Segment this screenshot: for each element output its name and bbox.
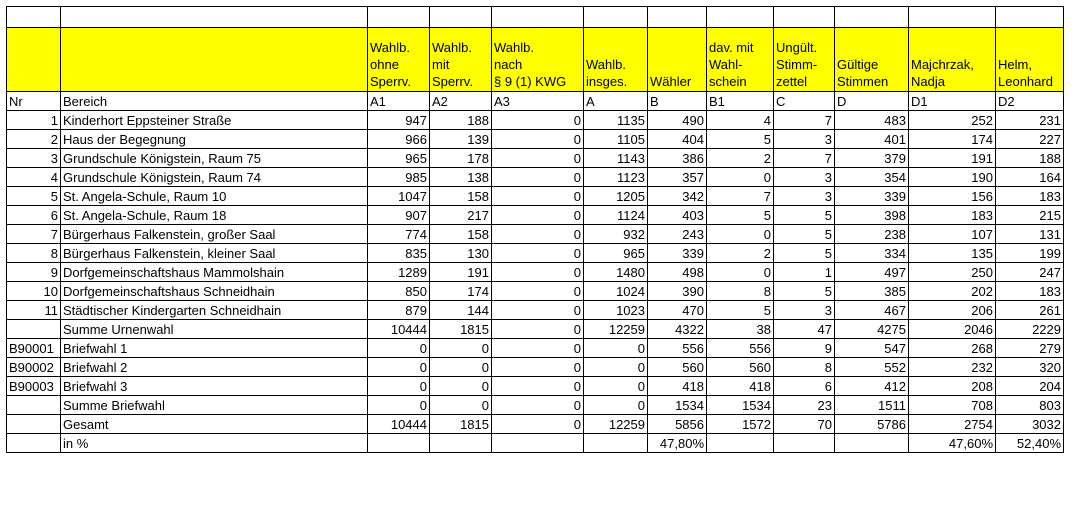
value-cell[interactable]: 7 <box>774 149 835 168</box>
value-cell[interactable]: 966 <box>368 130 430 149</box>
column-header-line: Wähler <box>650 74 692 89</box>
bereich-cell[interactable]: Briefwahl 3 <box>61 377 368 396</box>
value-cell[interactable] <box>368 434 430 453</box>
value-cell[interactable]: 965 <box>584 244 648 263</box>
value-cell[interactable]: 354 <box>835 168 909 187</box>
column-header-line: Wahlb. <box>432 40 472 55</box>
value-cell[interactable]: 47 <box>774 320 835 339</box>
value-cell[interactable]: 164 <box>996 168 1064 187</box>
value-cell[interactable]: 10444 <box>368 320 430 339</box>
value-cell[interactable]: 188 <box>430 111 492 130</box>
value-cell[interactable]: 0 <box>368 377 430 396</box>
nr-cell[interactable]: 3 <box>7 149 61 168</box>
value-cell[interactable]: 965 <box>368 149 430 168</box>
value-cell[interactable]: 243 <box>648 225 707 244</box>
value-cell[interactable]: 2046 <box>909 320 996 339</box>
value-cell[interactable]: 5 <box>707 301 774 320</box>
value-cell[interactable]: 158 <box>430 225 492 244</box>
nr-cell[interactable]: 11 <box>7 301 61 320</box>
bereich-cell[interactable]: Städtischer Kindergarten Schneidhain <box>61 301 368 320</box>
table-row <box>7 187 1064 206</box>
value-cell[interactable]: 0 <box>492 339 584 358</box>
column-code-cell[interactable]: B <box>648 92 707 111</box>
value-cell[interactable]: 708 <box>909 396 996 415</box>
bereich-cell[interactable]: St. Angela-Schule, Raum 18 <box>61 206 368 225</box>
value-cell[interactable]: 1124 <box>584 206 648 225</box>
column-header-line: Leonhard <box>998 74 1053 89</box>
column-code-cell[interactable]: D <box>835 92 909 111</box>
value-cell[interactable]: 0 <box>492 415 584 434</box>
value-cell[interactable] <box>584 434 648 453</box>
column-header-row <box>7 28 1064 92</box>
value-cell[interactable] <box>707 434 774 453</box>
blank-cell[interactable] <box>584 7 648 28</box>
blank-cell[interactable] <box>996 7 1064 28</box>
value-cell[interactable]: 250 <box>909 263 996 282</box>
table-row <box>7 168 1064 187</box>
value-cell[interactable]: 418 <box>707 377 774 396</box>
value-cell[interactable]: 342 <box>648 187 707 206</box>
value-cell[interactable]: 0 <box>430 339 492 358</box>
table-body <box>7 7 1064 453</box>
value-cell[interactable]: 0 <box>707 168 774 187</box>
bereich-cell[interactable]: Briefwahl 1 <box>61 339 368 358</box>
column-code-cell[interactable]: D2 <box>996 92 1064 111</box>
value-cell[interactable]: 238 <box>835 225 909 244</box>
value-cell[interactable]: 398 <box>835 206 909 225</box>
value-cell[interactable]: 232 <box>909 358 996 377</box>
value-cell[interactable]: 5 <box>774 206 835 225</box>
column-header-cell[interactable] <box>61 28 368 92</box>
value-cell[interactable]: 183 <box>996 187 1064 206</box>
value-cell[interactable]: 339 <box>835 187 909 206</box>
value-cell[interactable]: 560 <box>707 358 774 377</box>
value-cell[interactable]: 0 <box>492 320 584 339</box>
value-cell[interactable]: 1047 <box>368 187 430 206</box>
value-cell[interactable]: 1534 <box>707 396 774 415</box>
bereich-cell[interactable]: Gesamt <box>61 415 368 434</box>
value-cell[interactable]: 135 <box>909 244 996 263</box>
value-cell[interactable]: 5786 <box>835 415 909 434</box>
column-header-line: Stimmen <box>837 74 889 89</box>
value-cell[interactable]: 498 <box>648 263 707 282</box>
nr-cell[interactable]: 10 <box>7 282 61 301</box>
value-cell[interactable]: 0 <box>492 225 584 244</box>
value-cell[interactable]: 835 <box>368 244 430 263</box>
value-cell[interactable]: 0 <box>492 130 584 149</box>
table-row <box>7 282 1064 301</box>
value-cell[interactable]: 0 <box>430 358 492 377</box>
column-header-cell[interactable] <box>368 28 430 92</box>
value-cell[interactable]: 38 <box>707 320 774 339</box>
value-cell[interactable]: 178 <box>430 149 492 168</box>
value-cell[interactable]: 158 <box>430 187 492 206</box>
value-cell[interactable]: 188 <box>996 149 1064 168</box>
bereich-cell[interactable]: Bürgerhaus Falkenstein, großer Saal <box>61 225 368 244</box>
column-code-cell[interactable]: B1 <box>707 92 774 111</box>
value-cell[interactable]: 1024 <box>584 282 648 301</box>
value-cell[interactable]: 191 <box>430 263 492 282</box>
value-cell[interactable]: 138 <box>430 168 492 187</box>
table-row <box>7 130 1064 149</box>
nr-cell[interactable] <box>7 396 61 415</box>
value-cell[interactable]: 174 <box>909 130 996 149</box>
column-header-line: § 9 (1) KWG <box>494 74 567 89</box>
value-cell[interactable]: 560 <box>648 358 707 377</box>
value-cell[interactable]: 467 <box>835 301 909 320</box>
value-cell[interactable]: 5 <box>774 282 835 301</box>
column-header-line: Wahl- <box>709 57 743 72</box>
value-cell[interactable]: 320 <box>996 358 1064 377</box>
value-cell[interactable]: 1815 <box>430 415 492 434</box>
bereich-cell[interactable]: in % <box>61 434 368 453</box>
blank-cell[interactable] <box>430 7 492 28</box>
column-header-line: Ungült. <box>776 40 818 55</box>
value-cell[interactable]: 774 <box>368 225 430 244</box>
value-cell[interactable]: 1511 <box>835 396 909 415</box>
column-header-line: Nadja <box>911 74 945 89</box>
blank-cell[interactable] <box>648 7 707 28</box>
blank-cell[interactable] <box>707 7 774 28</box>
value-cell[interactable]: 803 <box>996 396 1064 415</box>
value-cell[interactable]: 1289 <box>368 263 430 282</box>
nr-cell[interactable]: 4 <box>7 168 61 187</box>
column-header-line: Wahlb. <box>494 40 534 55</box>
value-cell[interactable]: 552 <box>835 358 909 377</box>
value-cell[interactable]: 12259 <box>584 415 648 434</box>
table-row <box>7 206 1064 225</box>
table-row <box>7 377 1064 396</box>
column-header-cell[interactable] <box>909 28 996 92</box>
column-header-cell[interactable] <box>492 28 584 92</box>
value-cell[interactable]: 547 <box>835 339 909 358</box>
table-row <box>7 396 1064 415</box>
value-cell[interactable]: 183 <box>909 206 996 225</box>
value-cell[interactable]: 3 <box>774 130 835 149</box>
column-header-line: insges. <box>586 74 628 89</box>
value-cell[interactable]: 412 <box>835 377 909 396</box>
nr-cell[interactable]: 9 <box>7 263 61 282</box>
value-cell[interactable]: 385 <box>835 282 909 301</box>
bereich-cell[interactable]: Briefwahl 2 <box>61 358 368 377</box>
value-cell[interactable]: 2229 <box>996 320 1064 339</box>
value-cell[interactable]: 7 <box>774 111 835 130</box>
value-cell[interactable]: 5 <box>707 130 774 149</box>
column-header-line: Sperrv. <box>432 74 473 89</box>
nr-cell[interactable]: B90001 <box>7 339 61 358</box>
value-cell[interactable]: 5 <box>774 244 835 263</box>
value-cell[interactable]: 130 <box>430 244 492 263</box>
value-cell[interactable]: 202 <box>909 282 996 301</box>
value-cell[interactable]: 23 <box>774 396 835 415</box>
column-header-line: mit <box>432 57 450 72</box>
column-header-cell[interactable] <box>774 28 835 92</box>
value-cell[interactable]: 556 <box>648 339 707 358</box>
value-cell[interactable]: 932 <box>584 225 648 244</box>
value-cell[interactable]: 131 <box>996 225 1064 244</box>
value-cell[interactable]: 879 <box>368 301 430 320</box>
value-cell[interactable]: 490 <box>648 111 707 130</box>
column-code-cell[interactable]: A1 <box>368 92 430 111</box>
value-cell[interactable]: 0 <box>430 377 492 396</box>
value-cell[interactable]: 1023 <box>584 301 648 320</box>
nr-cell[interactable]: 5 <box>7 187 61 206</box>
value-cell[interactable]: 0 <box>492 149 584 168</box>
value-cell[interactable]: 6 <box>774 377 835 396</box>
table-row <box>7 149 1064 168</box>
value-cell[interactable]: 2 <box>707 244 774 263</box>
value-cell[interactable]: 252 <box>909 111 996 130</box>
value-cell[interactable] <box>492 434 584 453</box>
value-cell[interactable]: 3 <box>774 187 835 206</box>
value-cell[interactable]: 227 <box>996 130 1064 149</box>
value-cell[interactable]: 70 <box>774 415 835 434</box>
nr-cell[interactable] <box>7 320 61 339</box>
column-header-cell[interactable] <box>430 28 492 92</box>
table-row <box>7 301 1064 320</box>
value-cell[interactable] <box>430 434 492 453</box>
column-header-cell[interactable] <box>996 28 1064 92</box>
value-cell[interactable]: 247 <box>996 263 1064 282</box>
column-header-cell[interactable] <box>584 28 648 92</box>
value-cell[interactable]: 107 <box>909 225 996 244</box>
value-cell[interactable]: 7 <box>707 187 774 206</box>
column-code-cell[interactable]: A <box>584 92 648 111</box>
value-cell[interactable]: 0 <box>492 111 584 130</box>
value-cell[interactable]: 0 <box>492 168 584 187</box>
nr-cell[interactable]: B90003 <box>7 377 61 396</box>
value-cell[interactable]: 9 <box>774 339 835 358</box>
value-cell[interactable]: 1 <box>774 263 835 282</box>
blank-cell[interactable] <box>909 7 996 28</box>
value-cell[interactable]: 470 <box>648 301 707 320</box>
column-header-line: Wahlb. <box>370 40 410 55</box>
column-header-line: Stimm- <box>776 57 818 72</box>
value-cell[interactable]: 1105 <box>584 130 648 149</box>
value-cell[interactable]: 0 <box>492 301 584 320</box>
value-cell[interactable]: 0 <box>492 358 584 377</box>
blank-cell[interactable] <box>492 7 584 28</box>
table-row <box>7 111 1064 130</box>
value-cell[interactable]: 0 <box>492 206 584 225</box>
bereich-cell[interactable]: Dorfgemeinschaftshaus Schneidhain <box>61 282 368 301</box>
value-cell[interactable]: 0 <box>492 244 584 263</box>
value-cell[interactable]: 0 <box>430 396 492 415</box>
bereich-cell[interactable]: Bürgerhaus Falkenstein, kleiner Saal <box>61 244 368 263</box>
value-cell[interactable]: 190 <box>909 168 996 187</box>
column-header-line: Helm, <box>998 57 1032 72</box>
value-cell[interactable]: 215 <box>996 206 1064 225</box>
value-cell[interactable]: 206 <box>909 301 996 320</box>
value-cell[interactable]: 850 <box>368 282 430 301</box>
value-cell[interactable]: 339 <box>648 244 707 263</box>
table-row <box>7 339 1064 358</box>
value-cell[interactable]: 0 <box>584 396 648 415</box>
blank-cell[interactable] <box>61 7 368 28</box>
column-header-line: Sperrv. <box>370 74 411 89</box>
table-row <box>7 358 1064 377</box>
value-cell[interactable]: 497 <box>835 263 909 282</box>
nr-cell[interactable]: 8 <box>7 244 61 263</box>
value-cell[interactable]: 386 <box>648 149 707 168</box>
value-cell[interactable]: 5856 <box>648 415 707 434</box>
value-cell[interactable]: 8 <box>774 358 835 377</box>
value-cell[interactable]: 2 <box>707 149 774 168</box>
value-cell[interactable]: 418 <box>648 377 707 396</box>
value-cell[interactable]: 404 <box>648 130 707 149</box>
value-cell[interactable] <box>835 434 909 453</box>
value-cell[interactable]: 191 <box>909 149 996 168</box>
value-cell[interactable]: 139 <box>430 130 492 149</box>
column-code-cell[interactable]: A3 <box>492 92 584 111</box>
column-code-cell[interactable]: Bereich <box>61 92 368 111</box>
value-cell[interactable]: 0 <box>584 339 648 358</box>
value-cell[interactable]: 4275 <box>835 320 909 339</box>
value-cell[interactable]: 1480 <box>584 263 648 282</box>
column-code-cell[interactable]: A2 <box>430 92 492 111</box>
bereich-cell[interactable]: Haus der Begegnung <box>61 130 368 149</box>
column-header-line: Gültige <box>837 57 879 72</box>
value-cell[interactable]: 1572 <box>707 415 774 434</box>
value-cell[interactable]: 403 <box>648 206 707 225</box>
blank-cell[interactable] <box>835 7 909 28</box>
column-header-line: Wahlb. <box>586 57 626 72</box>
value-cell[interactable]: 1143 <box>584 149 648 168</box>
value-cell[interactable]: 0 <box>368 339 430 358</box>
value-cell[interactable]: 204 <box>996 377 1064 396</box>
value-cell[interactable]: 47,80% <box>648 434 707 453</box>
value-cell[interactable]: 390 <box>648 282 707 301</box>
value-cell[interactable]: 334 <box>835 244 909 263</box>
value-cell[interactable]: 183 <box>996 282 1064 301</box>
value-cell[interactable]: 199 <box>996 244 1064 263</box>
bereich-cell[interactable]: Dorfgemeinschaftshaus Mammolshain <box>61 263 368 282</box>
bereich-cell[interactable]: St. Angela-Schule, Raum 10 <box>61 187 368 206</box>
value-cell[interactable]: 174 <box>430 282 492 301</box>
election-results-table <box>6 6 1064 453</box>
table-row <box>7 415 1064 434</box>
value-cell[interactable]: 379 <box>835 149 909 168</box>
value-cell[interactable]: 1135 <box>584 111 648 130</box>
table-row <box>7 225 1064 244</box>
value-cell[interactable]: 268 <box>909 339 996 358</box>
value-cell[interactable]: 1123 <box>584 168 648 187</box>
column-header-cell[interactable] <box>707 28 774 92</box>
table-row <box>7 244 1064 263</box>
table-row <box>7 263 1064 282</box>
bereich-cell[interactable]: Summe Urnenwahl <box>61 320 368 339</box>
blank-cell[interactable] <box>7 7 61 28</box>
value-cell[interactable]: 357 <box>648 168 707 187</box>
value-cell[interactable]: 556 <box>707 339 774 358</box>
bereich-cell[interactable]: Grundschule Königstein, Raum 74 <box>61 168 368 187</box>
value-cell[interactable]: 0 <box>492 282 584 301</box>
nr-cell[interactable]: B90002 <box>7 358 61 377</box>
column-header-cell[interactable] <box>7 28 61 92</box>
value-cell[interactable]: 1815 <box>430 320 492 339</box>
value-cell[interactable]: 261 <box>996 301 1064 320</box>
value-cell[interactable]: 8 <box>707 282 774 301</box>
column-header-line: nach <box>494 57 523 72</box>
value-cell[interactable]: 2754 <box>909 415 996 434</box>
nr-cell[interactable] <box>7 415 61 434</box>
column-header-line: ohne <box>370 57 399 72</box>
value-cell[interactable]: 10444 <box>368 415 430 434</box>
blank-row <box>7 7 1064 28</box>
value-cell[interactable]: 231 <box>996 111 1064 130</box>
value-cell[interactable]: 52,40% <box>996 434 1064 453</box>
value-cell[interactable]: 0 <box>707 263 774 282</box>
column-header-cell[interactable] <box>835 28 909 92</box>
value-cell[interactable]: 947 <box>368 111 430 130</box>
nr-cell[interactable]: 1 <box>7 111 61 130</box>
value-cell[interactable] <box>774 434 835 453</box>
nr-cell[interactable]: 6 <box>7 206 61 225</box>
value-cell[interactable]: 4 <box>707 111 774 130</box>
value-cell[interactable]: 3032 <box>996 415 1064 434</box>
value-cell[interactable]: 12259 <box>584 320 648 339</box>
value-cell[interactable]: 144 <box>430 301 492 320</box>
value-cell[interactable]: 0 <box>368 396 430 415</box>
column-code-row <box>7 92 1064 111</box>
value-cell[interactable]: 208 <box>909 377 996 396</box>
value-cell[interactable]: 0 <box>492 263 584 282</box>
value-cell[interactable]: 0 <box>584 358 648 377</box>
bereich-cell[interactable]: Grundschule Königstein, Raum 75 <box>61 149 368 168</box>
value-cell[interactable]: 907 <box>368 206 430 225</box>
value-cell[interactable]: 47,60% <box>909 434 996 453</box>
bereich-cell[interactable]: Summe Briefwahl <box>61 396 368 415</box>
column-code-cell[interactable]: D1 <box>909 92 996 111</box>
value-cell[interactable]: 5 <box>707 206 774 225</box>
blank-cell[interactable] <box>368 7 430 28</box>
value-cell[interactable]: 0 <box>368 358 430 377</box>
value-cell[interactable]: 0 <box>584 377 648 396</box>
value-cell[interactable]: 279 <box>996 339 1064 358</box>
value-cell[interactable]: 985 <box>368 168 430 187</box>
value-cell[interactable]: 217 <box>430 206 492 225</box>
nr-cell[interactable]: 7 <box>7 225 61 244</box>
column-header-line: zettel <box>776 74 808 89</box>
column-header-line: schein <box>709 74 747 89</box>
table-row <box>7 434 1064 453</box>
value-cell[interactable]: 4322 <box>648 320 707 339</box>
nr-cell[interactable] <box>7 434 61 453</box>
table-row <box>7 320 1064 339</box>
column-code-cell[interactable]: C <box>774 92 835 111</box>
value-cell[interactable]: 5 <box>774 225 835 244</box>
nr-cell[interactable]: 2 <box>7 130 61 149</box>
column-code-cell[interactable]: Nr <box>7 92 61 111</box>
value-cell[interactable]: 156 <box>909 187 996 206</box>
value-cell[interactable]: 1534 <box>648 396 707 415</box>
value-cell[interactable]: 3 <box>774 168 835 187</box>
value-cell[interactable]: 0 <box>492 377 584 396</box>
bereich-cell[interactable]: Kinderhort Eppsteiner Straße <box>61 111 368 130</box>
value-cell[interactable]: 0 <box>492 187 584 206</box>
column-header-line: Majchrzak, <box>911 57 974 72</box>
value-cell[interactable]: 401 <box>835 130 909 149</box>
blank-cell[interactable] <box>774 7 835 28</box>
value-cell[interactable]: 0 <box>492 396 584 415</box>
column-header-line: dav. mit <box>709 40 754 55</box>
value-cell[interactable]: 483 <box>835 111 909 130</box>
value-cell[interactable]: 0 <box>707 225 774 244</box>
value-cell[interactable]: 3 <box>774 301 835 320</box>
value-cell[interactable]: 1205 <box>584 187 648 206</box>
column-header-cell[interactable] <box>648 28 707 92</box>
